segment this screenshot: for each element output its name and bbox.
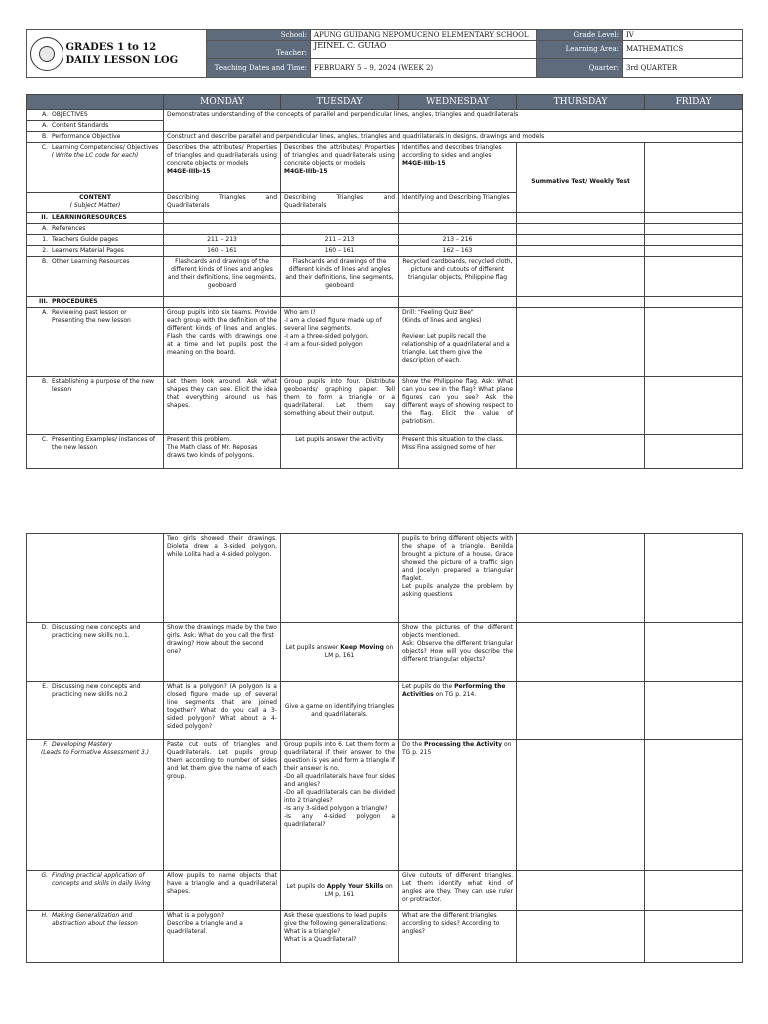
title-line-1: GRADES 1 to 12 xyxy=(65,41,157,53)
row-label-competencies: C. Learning Competencies/ Objectives ( Write the LC code for each) xyxy=(27,143,164,193)
tg-pages-monday: 211 – 213 xyxy=(164,235,281,246)
content-monday: Describing Triangles and Quadrilaterals xyxy=(164,193,281,213)
header-table xyxy=(26,29,743,78)
purpose-tuesday: Group pupils into four. Distribute geoboards/ graphing paper. Tell them to form a triangle or a quadrilateral. Let them say something about their output. xyxy=(281,377,399,435)
dates-value: FEBRUARY 5 – 9, 2024 (WEEK 2) xyxy=(311,59,537,78)
row-label-reviewing: A. Reviewing past lesson or Presenting the new lesson xyxy=(27,308,164,377)
other-resources-monday: Flashcards and drawings of the different kinds of lines and angles and their definitions, line segments, geoboard xyxy=(164,257,281,297)
generalization-monday: What is a polygon? Describe a triangle and a quadrilateral. xyxy=(164,911,281,963)
row-label-other-resources: B. Other Learning Resources xyxy=(27,257,164,297)
row-label-learning-resources: II. LEARNINGRESOURCES xyxy=(27,213,164,224)
discussing1-wednesday: Show the pictures of the different objects mentioned. Ask: Observe the different triangular objects? How will you describe the different triangular objects? xyxy=(399,623,517,682)
content-wednesday: Identifying and Describing Triangles xyxy=(399,193,517,213)
day-header-friday: FRIDAY xyxy=(645,95,743,110)
teacher-value: JEINEL C. GUIAO xyxy=(311,41,537,59)
learning-area-value: MATHEMATICS xyxy=(623,41,743,59)
day-header-tuesday: TUESDAY xyxy=(281,95,399,110)
row-label-discussing-2: E. Discussing new concepts and practicing new skills no.2 xyxy=(27,682,164,740)
practical-wednesday: Give cutouts of different triangles. Let them identify what kind of angles are they. They can use ruler or protractor. xyxy=(399,871,517,911)
tg-pages-tuesday: 211 – 213 xyxy=(281,235,399,246)
discussing1-monday: Show the drawings made by the two girls. Ask: What do you call the first drawing? How about the second one? xyxy=(164,623,281,682)
lm-pages-monday: 160 – 161 xyxy=(164,246,281,257)
mastery-tuesday: Group pupils into 6. Let them form a quadrilateral if their answer to the question is yes and form a triangle if their answer is no. -Do all quadrilaterals have four sides and angles? -Do all quadrilaterals can be divided into 2 triangles? -Is any 3-sided polygon a triangle? -Is any 4-sided polygon a quadrilateral? xyxy=(281,740,399,871)
presenting-wednesday: Present this situation to the class. Miss Fina assigned some of her xyxy=(399,435,517,469)
competency-monday: Describes the attributes/ Properties of triangles and quadrilaterals using concrete objects or models M4GE-IIIb-15 xyxy=(164,143,281,193)
row-label-procedures: III. PROCEDURES xyxy=(27,297,164,308)
generalization-tuesday: Ask these questions to lead pupils give the following generalizations: What is a triangle? What is a Quadrilateral? xyxy=(281,911,399,963)
quarter-value: 3rd QUARTER xyxy=(623,59,743,78)
reviewing-wednesday: Drill: "Feeling Quiz Bee" (Kinds of lines and angles) Review: Let pupils recall the relationship of a quadrilateral and a triangle. Let them give the description of each. xyxy=(399,308,517,377)
day-header-blank xyxy=(27,95,164,110)
friday-empty xyxy=(645,143,743,213)
lesson-log-table-page-2 xyxy=(26,533,743,963)
row-label-purpose: B. Establishing a purpose of the new lesson xyxy=(27,377,164,435)
practical-monday: Allow pupils to name objects that have a triangle and a quadrilateral shapes. xyxy=(164,871,281,911)
row-label-mastery: F. Developing Mastery (Leads to Formative Assessment 3.) xyxy=(27,740,164,871)
row-label-content-standards: A. Content Standards xyxy=(27,121,164,132)
dates-label: Teaching Dates and Time: xyxy=(207,59,311,78)
mastery-monday: Paste cut outs of triangles and Quadrilaterals. Let pupils group them according to number of sides and let them give the name of each group. xyxy=(164,740,281,871)
deped-seal-logo xyxy=(27,30,63,78)
row-label-practical: G. Finding practical application of concepts and skills in daily living xyxy=(27,871,164,911)
discussing1-tuesday: Let pupils answer Keep Moving on LM p, 161 xyxy=(281,623,399,682)
row-label-references: A. References xyxy=(27,224,164,235)
purpose-monday: Let them look around. Ask what shapes they can see. Elicit the idea that everything around us has shapes. xyxy=(164,377,281,435)
practical-tuesday: Let pupils do Apply Your Skills on LM p, 161 xyxy=(281,871,399,911)
discussing2-wednesday: Let pupils do the Performing the Activities on TG p. 214. xyxy=(399,682,517,740)
tg-pages-wednesday: 213 – 216 xyxy=(399,235,517,246)
day-header-monday: MONDAY xyxy=(164,95,281,110)
row-label-teachers-guide: 1. Teachers Guide pages xyxy=(27,235,164,246)
document-title xyxy=(63,30,207,78)
presenting-wednesday-cont: pupils to bring different objects with the shape of a triangle. Benilda brought a picture of a house, Grace showed the picture of a traffic sign and Jocelyn prepared a triangular flaglet. Let pupils analyze the problem by asking questions xyxy=(399,534,517,623)
learning-area-label: Learning Area: xyxy=(537,41,623,59)
performance-objective-text: Construct and describe parallel and perpendicular lines, angles, triangles and quadrilaterals in designs, drawings and models xyxy=(164,132,743,143)
teacher-label: Teacher: xyxy=(207,41,311,59)
lm-pages-tuesday: 160 – 161 xyxy=(281,246,399,257)
presenting-tuesday: Let pupils answer the activity xyxy=(281,435,399,469)
row-label-content: CONTENT ( Subject Matter) xyxy=(27,193,164,213)
competency-tuesday: Describes the attributes/ Properties of triangles and quadrilaterals using concrete objects or models M4GE-IIIb-15 xyxy=(281,143,399,193)
summative-test-thursday: Summative Test/ Weekly Test xyxy=(517,143,645,213)
row-label-learners-material: 2. Learners Material Pages xyxy=(27,246,164,257)
content-standards-text: Demonstrates understanding of the concepts of parallel and perpendicular lines, angles, triangles and quadrilaterals xyxy=(164,110,743,132)
presenting-monday-cont: Two girls showed their drawings. Dioleta drew a 3-sided polygon, while Lolita had a 4-sided polygon. xyxy=(164,534,281,623)
purpose-wednesday: Show the Philippine flag. Ask: What can you see in the flag? What plane figures can you see? Ask the different ways of showing respect to the flag. Elicit the value of patriotism. xyxy=(399,377,517,435)
row-label-generalization: H. Making Generalization and abstraction about the lesson xyxy=(27,911,164,963)
reviewing-tuesday: Who am I? -I am a closed figure made up of several line segments. -I am a three-sided polygon. -I am a four-sided polygon xyxy=(281,308,399,377)
school-label: School: xyxy=(207,30,311,41)
other-resources-tuesday: Flashcards and drawings of the different kinds of lines and angles and their definitions, line segments, geoboard xyxy=(281,257,399,297)
discussing2-tuesday: Give a game on identifying triangles and quadrilaterals. xyxy=(281,682,399,740)
day-header-wednesday: WEDNESDAY xyxy=(399,95,517,110)
day-header-thursday: THURSDAY xyxy=(517,95,645,110)
other-resources-wednesday: Recycled cardboards, recycled cloth, picture and cutouts of different triangular objects, Philippine flag xyxy=(399,257,517,297)
title-line-2: DAILY LESSON LOG xyxy=(65,54,179,66)
school-value: APUNG GUIDANG NEPOMUCENO ELEMENTARY SCHOOL xyxy=(311,30,537,41)
row-label-objectives: A. OBJECTIVES xyxy=(27,110,164,121)
competency-wednesday: Identifies and describes triangles according to sides and angles M4GE-IIIb-15 xyxy=(399,143,517,193)
reviewing-monday: Group pupils into six teams. Provide each group with the definition of the different kinds of lines and angles. Flash the cards with drawings one at a time and let pupils post the meaning on the board. xyxy=(164,308,281,377)
mastery-wednesday: Do the Processing the Activity on TG p. 215 xyxy=(399,740,517,871)
generalization-wednesday: What are the different triangles according to sides? According to angles? xyxy=(399,911,517,963)
lesson-log-table-page-1 xyxy=(26,94,743,469)
content-tuesday: Describing Triangles and Quadrilaterals xyxy=(281,193,399,213)
grade-level-value: IV xyxy=(623,30,743,41)
row-label-presenting: C. Presenting Examples/ instances of the new lesson xyxy=(27,435,164,469)
presenting-monday: Present this problem. The Math class of Mr. Reposas draws two kinds of polygons. xyxy=(164,435,281,469)
row-label-discussing-1: D. Discussing new concepts and practicing new skills no.1. xyxy=(27,623,164,682)
grade-level-label: Grade Level: xyxy=(537,30,623,41)
quarter-label: Quarter: xyxy=(537,59,623,78)
row-label-performance: B. Performance Objective xyxy=(27,132,164,143)
discussing2-monday: What is a polygon? (A polygon is a closed figure made up of several line segments that are joined together? What do you call a 3-sided polygon? What about a 4-sided polygon? xyxy=(164,682,281,740)
lm-pages-wednesday: 162 – 163 xyxy=(399,246,517,257)
